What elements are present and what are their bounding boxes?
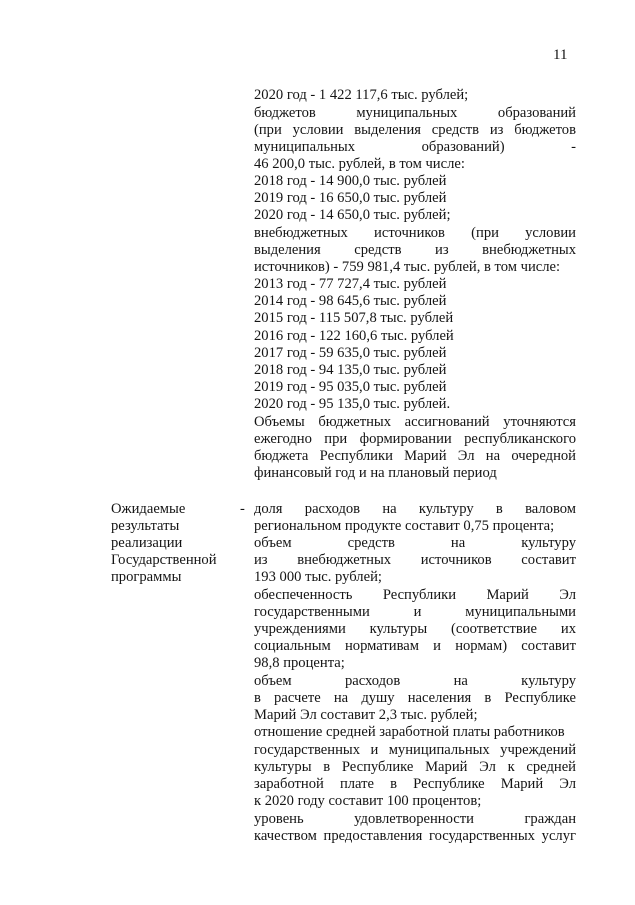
financing-line: 46 200,0 тыс. рублей, в том числе: xyxy=(254,156,465,172)
results-line: 193 000 тыс. рублей; xyxy=(254,569,382,585)
financing-line: ежегодно при формировании республиканского xyxy=(254,431,576,447)
results-line: качеством предоставления государственных услуг xyxy=(254,828,576,844)
financing-line: внебюджетных источников (при условии xyxy=(254,225,576,241)
results-line: заработной плате в Республике Марий Эл xyxy=(254,776,576,792)
financing-line: 2016 год - 122 160,6 тыс. рублей xyxy=(254,328,454,344)
results-line: уровень удовлетворенности граждан xyxy=(254,811,576,827)
results-line: государственных и муниципальных учреждений xyxy=(254,742,576,758)
results-line: объем расходов на культуру xyxy=(254,673,576,689)
results-line: социальным нормативам и нормам) составит xyxy=(254,638,576,654)
results-line: обеспеченность Республики Марий Эл xyxy=(254,587,576,603)
results-line: учреждениями культуры (соответствие их xyxy=(254,621,576,637)
results-line: в расчете на душу населения в Республике xyxy=(254,690,576,706)
results-line: государственными и муниципальными xyxy=(254,604,576,620)
financing-line: 2020 год - 95 135,0 тыс. рублей. xyxy=(254,396,451,412)
financing-line: бюджета Республики Марий Эл на очередной xyxy=(254,448,576,464)
results-label-line: программы xyxy=(111,569,182,585)
results-line: отношение средней заработной платы работников xyxy=(254,724,565,740)
results-line: культуры в Республике Марий Эл к средней xyxy=(254,759,576,775)
results-label-line: Ожидаемые xyxy=(111,501,186,517)
financing-line: выделения средств из внебюджетных xyxy=(254,242,576,258)
results-line: региональном продукте составит 0,75 процента; xyxy=(254,518,555,534)
results-label-line: реализации xyxy=(111,535,183,551)
financing-line: 2018 год - 94 135,0 тыс. рублей xyxy=(254,362,447,378)
financing-line: муниципальных образований) - xyxy=(254,139,576,155)
financing-line: финансовый год и на плановый период xyxy=(254,465,497,481)
financing-line: 2019 год - 95 035,0 тыс. рублей xyxy=(254,379,447,395)
results-label-line: результаты xyxy=(111,518,180,534)
financing-line: 2014 год - 98 645,6 тыс. рублей xyxy=(254,293,447,309)
financing-line: Объемы бюджетных ассигнований уточняются xyxy=(254,414,576,430)
results-line: к 2020 году составит 100 процентов; xyxy=(254,793,482,809)
results-line: доля расходов на культуру в валовом xyxy=(254,501,576,517)
financing-line: 2020 год - 14 650,0 тыс. рублей; xyxy=(254,207,451,223)
financing-line: 2015 год - 115 507,8 тыс. рублей xyxy=(254,310,454,326)
financing-line: 2013 год - 77 727,4 тыс. рублей xyxy=(254,276,447,292)
financing-line: 2020 год - 1 422 117,6 тыс. рублей; xyxy=(254,87,469,103)
page-number: 11 xyxy=(553,47,568,63)
financing-line: (при условии выделения средств из бюджетов xyxy=(254,122,576,138)
financing-line: 2019 год - 16 650,0 тыс. рублей xyxy=(254,190,447,206)
results-line: 98,8 процента; xyxy=(254,655,345,671)
financing-line: источников) - 759 981,4 тыс. рублей, в том числе: xyxy=(254,259,561,275)
financing-line: 2018 год - 14 900,0 тыс. рублей xyxy=(254,173,447,189)
financing-line: 2017 год - 59 635,0 тыс. рублей xyxy=(254,345,447,361)
results-line: Марий Эл составит 2,3 тыс. рублей; xyxy=(254,707,478,723)
results-dash: - xyxy=(240,501,245,517)
financing-line: бюджетов муниципальных образований xyxy=(254,105,576,121)
results-line: объем средств на культуру xyxy=(254,535,576,551)
results-label-line: Государственной xyxy=(111,552,217,568)
results-line: из внебюджетных источников составит xyxy=(254,552,576,568)
